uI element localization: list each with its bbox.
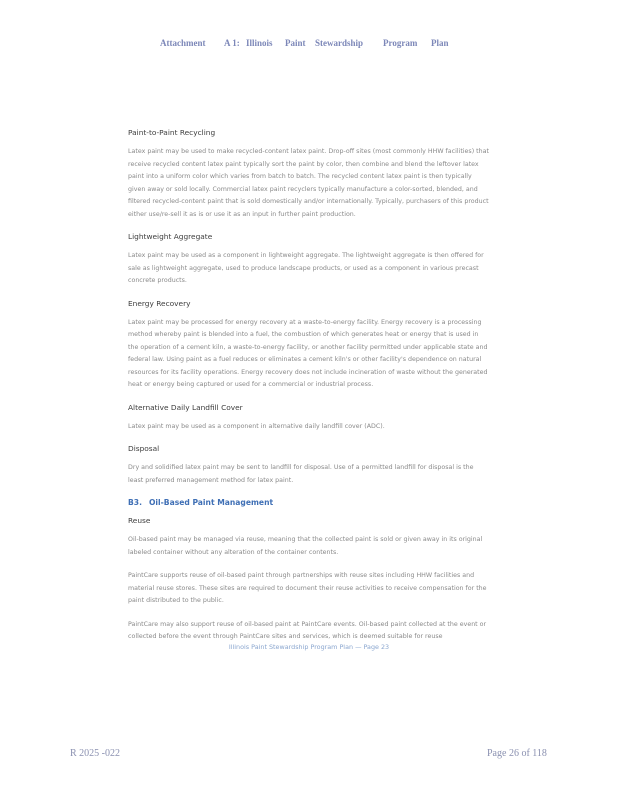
- paragraph-reuse-1: Oil-based paint may be managed via reuse, meaning that the collected paint is sold or given away in its original labeled container without any alteration of the container contents.: [128, 536, 483, 556]
- attachment-header: [0, 38, 618, 52]
- section-title-text: Oil-Based Paint Management: [148, 498, 274, 507]
- plan-page-footer: Illinois Paint Stewardship Program Plan — Page 23: [228, 643, 390, 651]
- section-heading-lightweight-aggregate: Lightweight Aggregate: [128, 232, 213, 241]
- section-heading-energy-recovery: Energy Recovery: [128, 298, 191, 308]
- section-heading-disposal: Disposal: [128, 444, 160, 453]
- header-word: Plan: [431, 38, 449, 48]
- header-word: Attachment: [160, 38, 206, 48]
- paragraph-adc: Latex paint may be used as a component in alternative daily landfill cover (ADC).: [128, 422, 385, 430]
- section-heading-reuse: Reuse: [128, 516, 151, 525]
- paragraph-reuse-3: PaintCare may also support reuse of oil-based paint at PaintCare events. Oil-based paint collected at the event or collected before the event through PaintCare sites and services, which is deemed suitable for reuse: [128, 620, 487, 640]
- paragraph-lightweight-aggregate: Latex paint may be used as a component in lightweight aggregate. The lightweight aggregate is then offered for sale as lightweight aggregate, used to produce landscape products, or used as a component in various precast concrete products.: [128, 252, 484, 284]
- section-number: B3.: [128, 498, 142, 507]
- section-heading-paint-to-paint: Paint-to-Paint Recycling: [128, 128, 216, 137]
- section-heading-adc: Alternative Daily Landfill Cover: [128, 402, 243, 412]
- document-id: R 2025 -022: [70, 748, 120, 759]
- paragraph-reuse-2: PaintCare supports reuse of oil-based paint through partnerships with reuse sites including HHW facilities and material reuse stores. These sites are required to document their reuse activities to receive compensation for the paint distributed to the public.: [128, 572, 487, 604]
- paragraph-disposal: Dry and solidified latex paint may be sent to landfill for disposal. Use of a permitted landfill for disposal is the least preferred management method for latex paint.: [128, 464, 474, 484]
- header-word: A 1:: [224, 38, 240, 48]
- paragraph-energy-recovery: Latex paint may be processed for energy recovery at a waste-to-energy facility. Energy recovery is a processing method whereby paint is blended into a fuel, the combustion of which generates heat or energy that is used in the operation of a cement kiln, a waste-to-energy facility, or another facility permitted under applicable state and federal law. Using paint as a fuel reduces or eliminates a cement kiln's or other facility's dependence on natural resources for its facility operations. Energy recovery does not include incineration of waste without the generated heat or energy being captured or used for a commercial or industrial process.: [128, 318, 488, 388]
- paragraph-paint-to-paint: Latex paint may be used to make recycled-content latex paint. Drop-off sites (most commonly HHW facilities) that receive recycled content latex paint typically sort the paint by color, then combine and blend the leftover latex paint into a uniform color which varies from batch to batch. The recycled content latex paint is then typically given away or sold locally. Commercial latex paint recyclers typically manufacture a color-sorted, blended, and filtered recycled-content paint that is sold domestically and/or internationally. Typically, purchasers of this product either use/re-sell it as is or use it as an input in further paint production.: [128, 148, 489, 218]
- header-word: Stewardship: [315, 38, 364, 48]
- page-number: Page 26 of 118: [487, 748, 547, 759]
- section-title-oil-based: [128, 498, 490, 508]
- document-body: [128, 128, 490, 654]
- header-word: Paint: [285, 38, 306, 48]
- header-word: Illinois: [246, 38, 273, 48]
- header-word: Program: [383, 38, 418, 48]
